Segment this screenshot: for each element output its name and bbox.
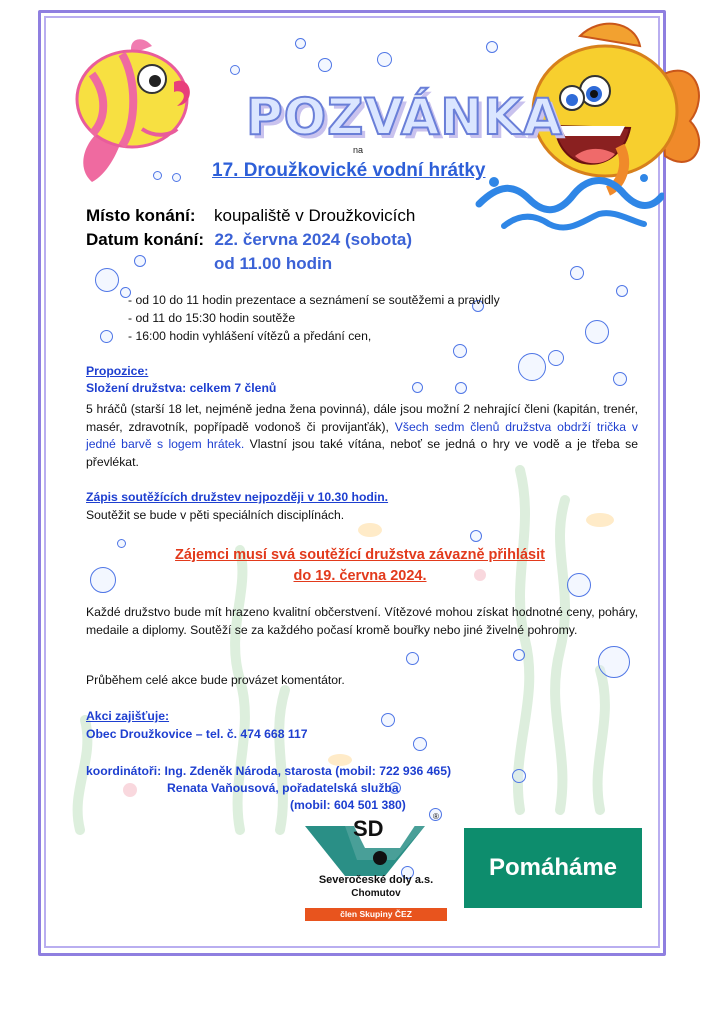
sd-name: Severočeské doly a.s. [318, 874, 434, 886]
bubble-icon [377, 52, 392, 67]
venue-row [86, 206, 415, 226]
registration-notice [120, 545, 600, 587]
propozice-heading: Propozice: [86, 364, 149, 378]
registration-deadline: Zápis soutěžících družstev nejpozději v 10.30 hodin. [86, 490, 389, 504]
bubble-icon [512, 769, 526, 783]
commentator-text: Průběhem celé akce bude provázet komentátor. [86, 673, 345, 687]
bubble-icon [318, 58, 332, 72]
organizer-contact: Obec Droužkovice – tel. č. 474 668 117 [86, 727, 308, 741]
sd-mark: SD [353, 816, 384, 841]
organizer-heading: Akci zajišťuje: [86, 709, 170, 723]
refreshment-text: Každé družstvo bude mít hrazeno kvalitní občerstvení. Vítězové mohou získat hodnotné ceny, poháry, medaile a diplomy. Soutěží se za každého počasí kromě bouřky nebo jiné živelné pohromy. [86, 605, 638, 637]
bubble-icon [455, 382, 467, 394]
venue-value: koupaliště v Droužkovicích [214, 206, 416, 225]
cez-member-badge: člen Skupiny ČEZ [305, 908, 447, 921]
coordinator-line: koordinátoři: Ing. Zdeněk Národa, starosta (mobil: 722 936 465) [86, 764, 452, 778]
notice-date: do 19. června 2024. [293, 568, 427, 584]
bubble-icon [172, 173, 181, 182]
bubble-icon [585, 320, 609, 344]
page-title: POZVÁNKA [246, 88, 563, 146]
bubble-icon [548, 350, 564, 366]
water-waves-icon [474, 164, 664, 234]
date-time: od 11.00 hodin [214, 254, 333, 273]
bubble-icon [616, 285, 628, 297]
notice-line: Zájemci musí svá soutěžící družstva závazně přihlásit [175, 547, 545, 563]
bubble-icon [230, 65, 240, 75]
bubble-icon [381, 713, 395, 727]
date-value: 22. června 2024 (sobota) [214, 230, 412, 249]
shirts-rest-text: Vlastní jsou také vítána, neboť se jedná o hry ve vodě a je třeba se převlékat. [86, 437, 638, 469]
team-heading: Složení družstva: celkem 7 členů [86, 381, 277, 395]
schedule-item: - od 10 do 11 hodin prezentace a seznámení se soutěžemi a pravidly [128, 293, 500, 307]
bubble-icon [90, 567, 116, 593]
team-text: 5 hráčů (starší 18 let, nejméně jedna žena povinná), dále jsou možní 2 nehrající členi (kapitán, trenér, masér, zdravotník, popřípadě vodonoš či provijanťák), [86, 402, 638, 434]
bubble-icon [453, 344, 467, 358]
bubble-icon [613, 372, 627, 386]
pink-fish-icon [62, 34, 202, 184]
event-name: 17. Droužkovické vodní hrátky [212, 160, 486, 181]
bubble-icon [598, 646, 630, 678]
bubble-icon [134, 255, 146, 267]
bubble-icon [100, 330, 113, 343]
sd-city: Chomutov [351, 888, 401, 899]
registered-mark: ® [433, 812, 439, 821]
bubble-icon [486, 41, 498, 53]
bubble-icon [513, 649, 525, 661]
disciplines-text: Soutěžit se bude v pěti speciálních disciplínách. [86, 508, 345, 522]
coordinator-line: Renata Vaňousová, pořadatelská služba [167, 781, 399, 795]
venue-label: Místo konání: [86, 206, 196, 225]
title-connector: na [353, 145, 364, 155]
severoceske-doly-logo [305, 812, 447, 926]
schedule-item: - od 11 do 15:30 hodin soutěže [128, 311, 296, 325]
bubble-icon [412, 382, 423, 393]
schedule-item: - 16:00 hodin vyhlášení vítězů a předání cen, [128, 329, 372, 343]
bubble-icon [570, 266, 584, 280]
bubble-icon [295, 38, 306, 49]
date-label: Datum konání: [86, 230, 205, 249]
shirts-text: Všech sedm členů družstva obdrží trička v jedné barvě s logem hrátek. [86, 419, 639, 451]
coordinator-line: (mobil: 604 501 380) [290, 798, 406, 812]
pomahame-logo: Pomáháme [464, 828, 642, 908]
bubble-icon [413, 737, 427, 751]
date-row [86, 230, 412, 250]
bubble-icon [406, 652, 419, 665]
bubble-icon [95, 268, 119, 292]
team-description [86, 401, 638, 471]
bubble-icon [470, 530, 482, 542]
bubble-icon [153, 171, 162, 180]
bubble-icon [518, 353, 546, 381]
